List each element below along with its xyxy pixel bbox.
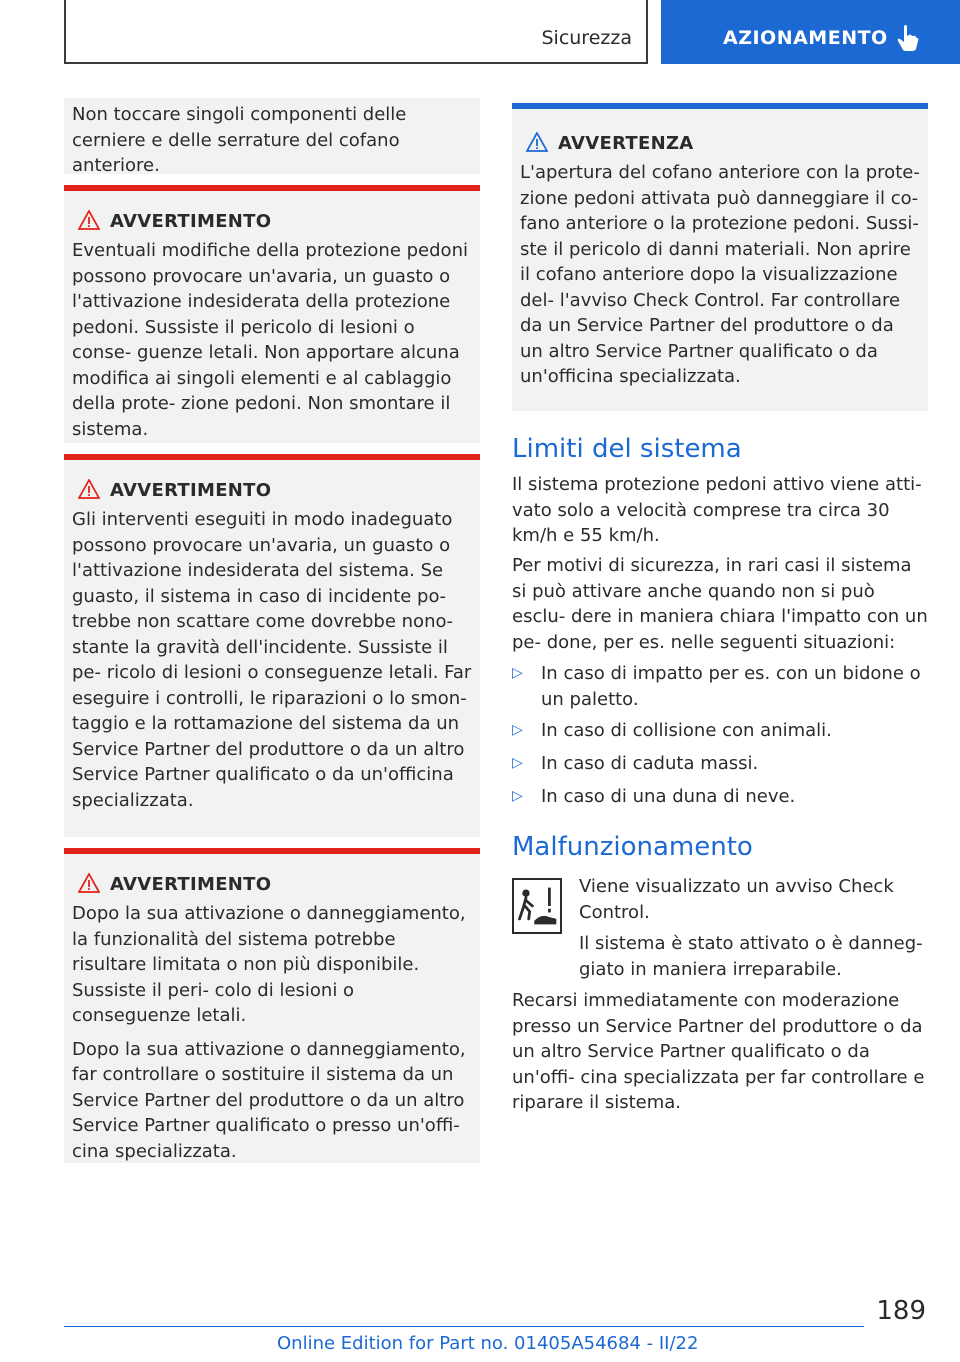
warning-text: Gli interventi eseguiti in modo inadeguato possono provocare un'avaria, un guasto o l'attivazione indesiderata del sistema. Se guasto, il sistema in caso di incidente po‐ trebbe non scattare come dovrebbe nono‐ stante la gravità dell'incidente. Sussiste il pe‐ ricolo di lesioni o conseguenze letali. Far eseguire i controlli, le riparazioni o lo smon‐ taggio e la rottamazione del sistema da un Service Partner del produttore o da un altro Service Partner qualificato o da un'officina specializzata. — [72, 509, 472, 811]
pointing-hand-icon — [897, 24, 919, 52]
warning-triangle-icon — [526, 132, 548, 152]
malfunction-paragraph-1: Viene visualizzato un avviso Check Control. — [579, 876, 894, 923]
page-number: 189 — [876, 1296, 926, 1326]
notice-bar — [512, 103, 928, 109]
bullet-triangle-icon: ▷ — [512, 755, 523, 771]
warning-title: AVVERTIMENTO — [72, 872, 472, 897]
warning-text: Dopo la sua attivazione o danneggiamento, far controllare o sostituire il sistema da un Service Partner del produttore o da un altro Service Partner qualificato o presso un'offi‐ cina specializzata. — [72, 1038, 466, 1162]
notice-text: L'apertura del cofano anteriore con la prote‐ zione pedoni attivata può danneggiare il co‐ fano anteriore o la protezione pedoni. Sussi‐ ste il pericolo di danni materiali. Non aprire il cofano anteriore dopo la visualizzazione del‐ l'avviso Check Control. Far controllare da un Service Partner del produttore o da un altro Service Partner qualificato o da un'officina specializzata. — [520, 162, 920, 387]
pedestrian-protection-warning-icon — [512, 878, 562, 934]
warning-triangle-icon — [78, 873, 100, 893]
bullet-triangle-icon: ▷ — [512, 788, 523, 804]
list-item: ▷ In caso di caduta massi. — [512, 751, 928, 777]
footer-divider — [64, 1326, 864, 1327]
malfunction-paragraph-3: Recarsi immediatamente con moderazione presso un Service Partner del produttore o da un altro Service Partner qualificato o da un'offi‐ cina specializzata per far controllare e riparare il sistema. — [512, 990, 925, 1113]
warning-box — [64, 185, 480, 443]
list-item: ▷ In caso di collisione con animali. — [512, 718, 928, 744]
notice-title: AVVERTENZA — [520, 131, 920, 156]
warning-text: Dopo la sua attivazione o danneggiamento, la funzionalità del sistema potrebbe risultare limitata o non più disponibile. Sussiste il peri‐ colo di lesioni o conseguenze letali. — [72, 903, 466, 1026]
warning-title: AVVERTIMENTO — [72, 478, 472, 503]
warning-bar — [64, 185, 480, 191]
intro-note-text: Non toccare singoli componenti delle cerniere e delle serrature del cofano anteriore. — [72, 104, 407, 176]
warning-triangle-icon — [78, 210, 100, 230]
limits-paragraph-1: Il sistema protezione pedoni attivo viene atti‐ vato solo a velocità comprese tra circa 30 km/h e 55 km/h. — [512, 474, 922, 546]
section-heading-limits: Limiti del sistema — [512, 434, 742, 464]
section-title: Sicurezza — [541, 27, 632, 49]
warning-triangle-icon — [78, 479, 100, 499]
warning-bar — [64, 454, 480, 460]
intro-note — [64, 98, 480, 174]
bullet-triangle-icon: ▷ — [512, 722, 523, 738]
malfunction-paragraph-2: Il sistema è stato attivato o è danneg‐ giato in maniera irreparabile. — [579, 933, 923, 980]
header-chapter-box — [661, 0, 960, 64]
warning-box — [64, 848, 480, 1163]
warning-bar — [64, 848, 480, 854]
warning-title: AVVERTIMENTO — [72, 209, 472, 234]
footer-edition: Online Edition for Part no. 01405A54684 - II/22 — [277, 1333, 699, 1354]
bullet-triangle-icon: ▷ — [512, 665, 523, 681]
list-item: ▷ In caso di impatto per es. con un bidone o un paletto. — [512, 663, 921, 710]
limits-paragraph-2: Per motivi di sicurezza, in rari casi il sistema si può attivare anche quando non si può esclu‐ dere in maniera chiara l'impatto con un pe‐ done, per es. nelle seguenti situazioni: — [512, 555, 928, 653]
chapter-title: AZIONAMENTO — [723, 27, 888, 49]
section-heading-malfunction: Malfunzionamento — [512, 832, 753, 862]
warning-box — [64, 454, 480, 837]
warning-text: Eventuali modifiche della protezione pedoni possono provocare un'avaria, un guasto o l'attivazione indesiderata della protezione pedoni. Sussiste il pericolo di lesioni o conse‐ guenze letali. Non apportare alcuna modifica ai singoli elementi e al cablaggio della prote‐ zione pedoni. Non smontare il sistema. — [72, 240, 468, 440]
notice-box — [512, 103, 928, 411]
header-section-box — [64, 0, 648, 64]
list-item: ▷ In caso di una duna di neve. — [512, 784, 928, 810]
